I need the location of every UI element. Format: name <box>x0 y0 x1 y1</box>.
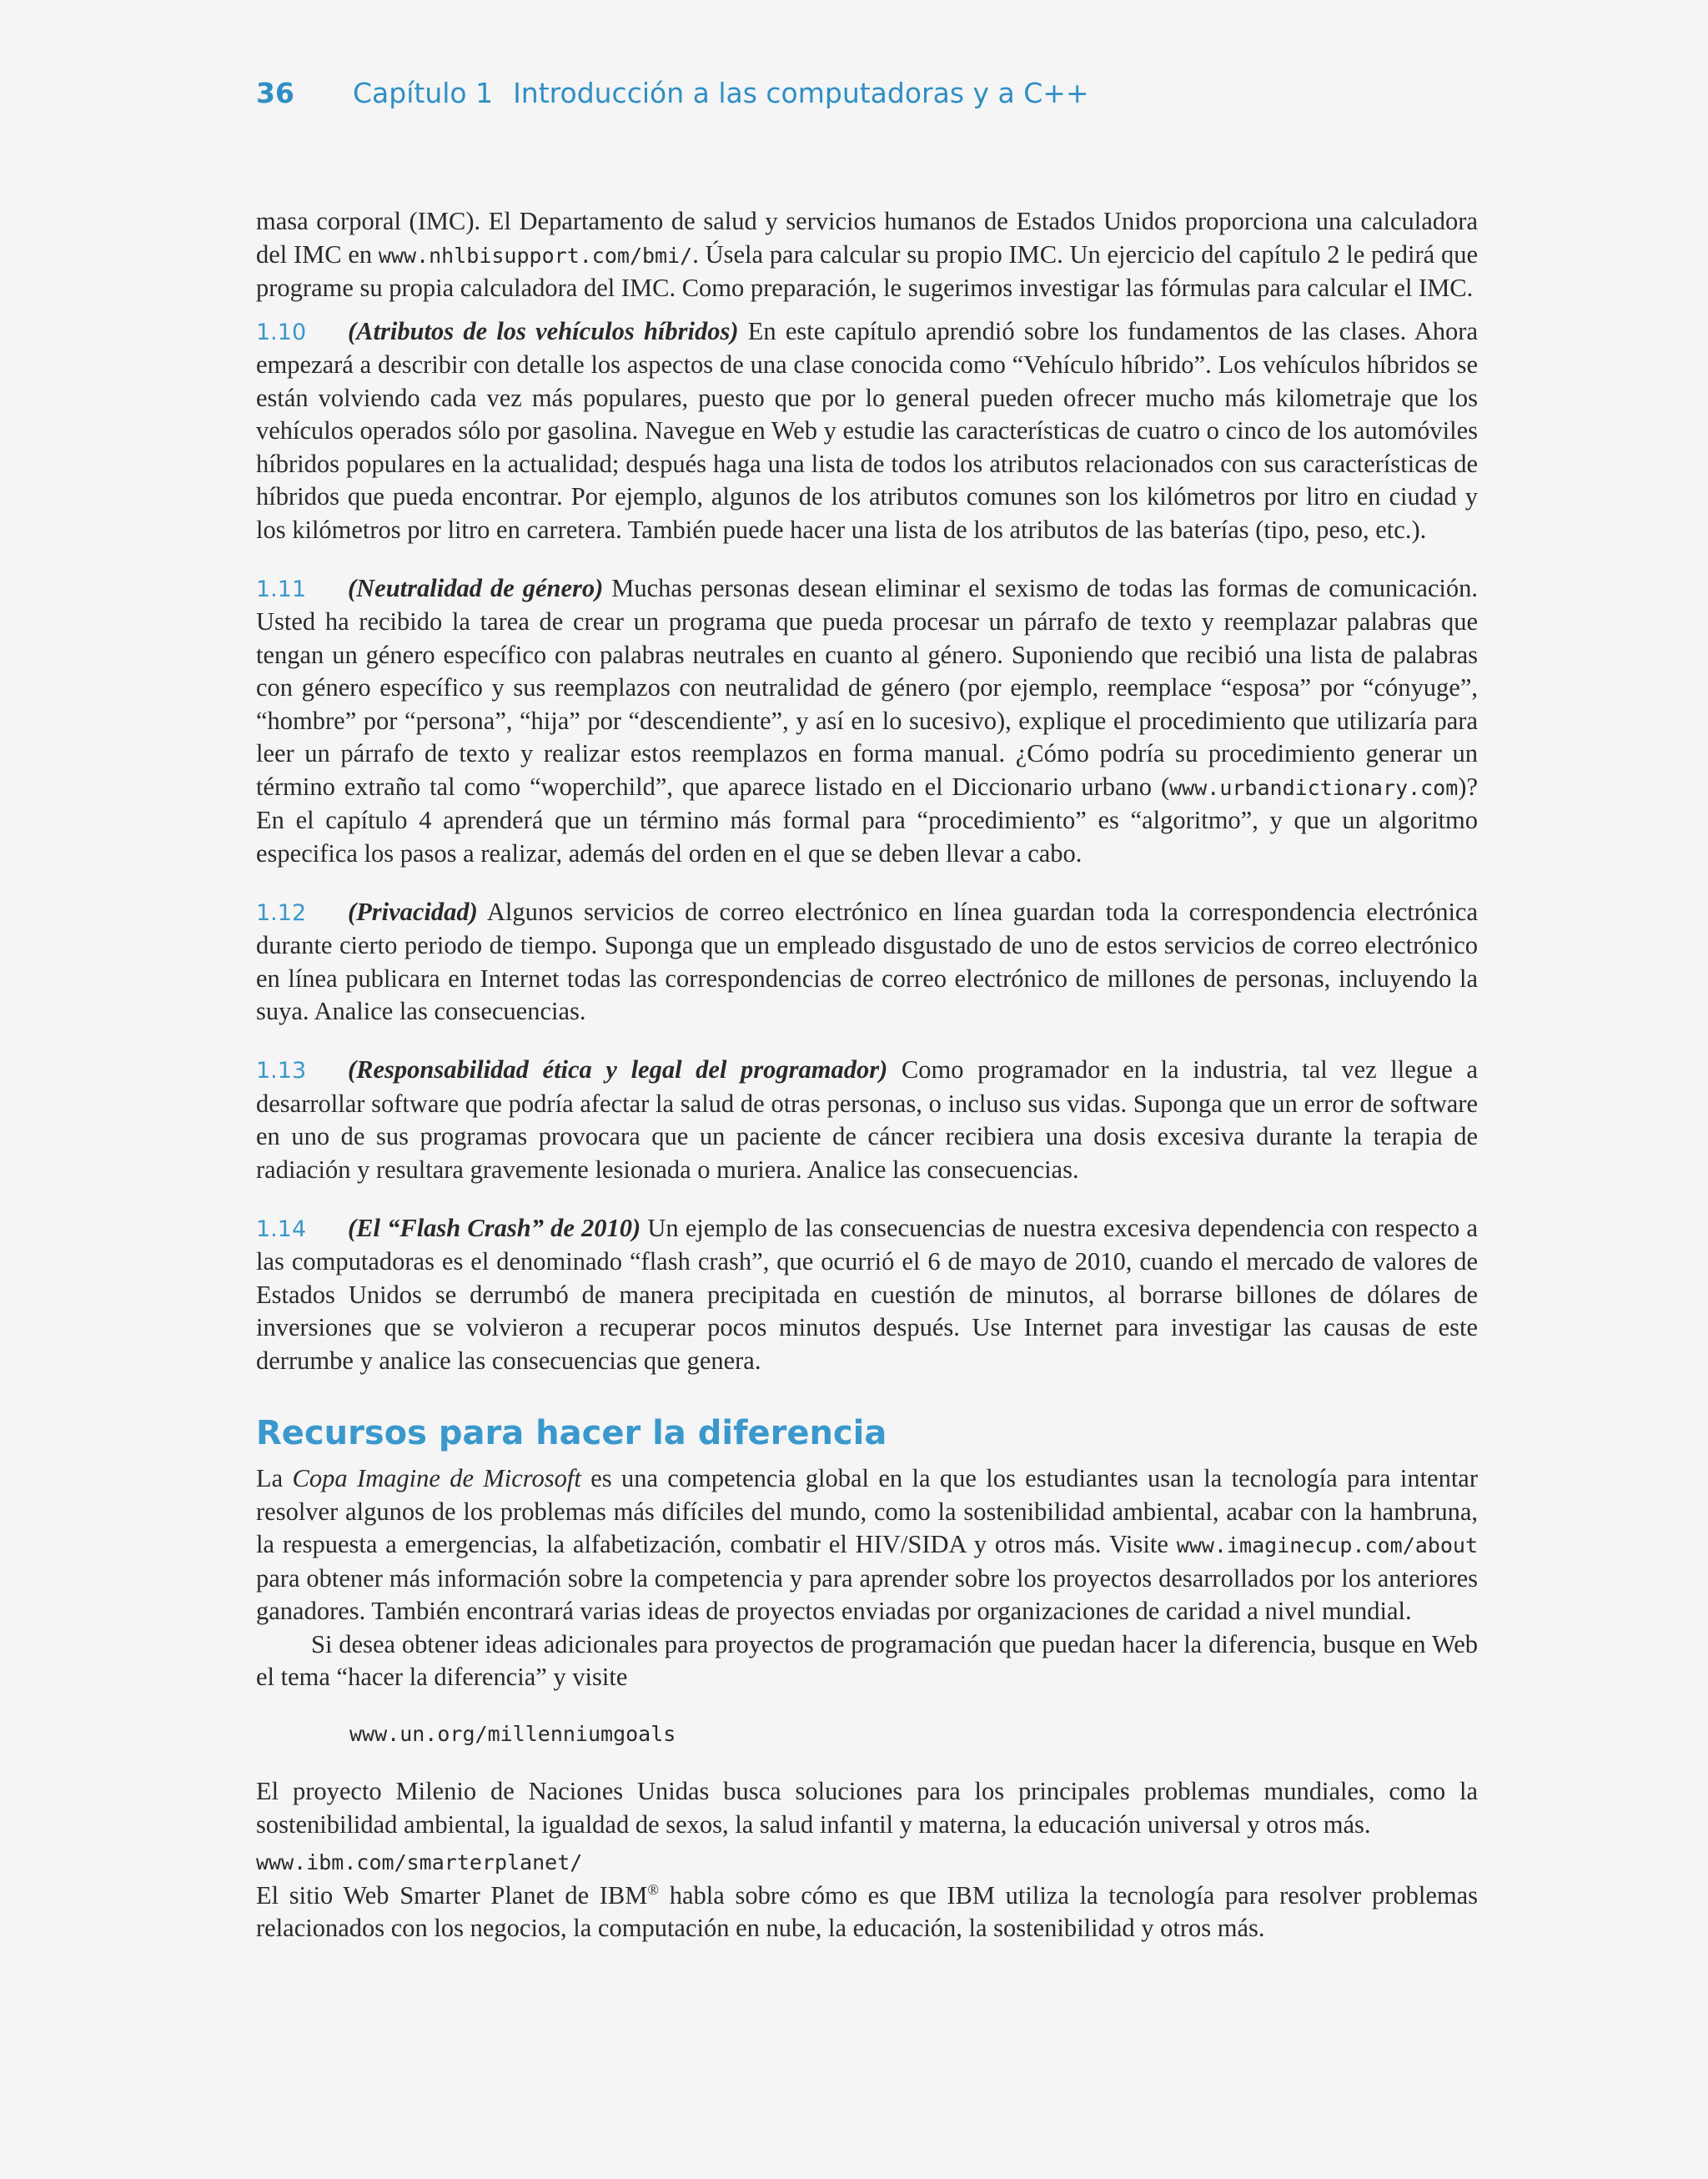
p1-text-a: La <box>256 1464 293 1492</box>
registered-mark: ® <box>647 1880 660 1898</box>
running-header <box>256 77 1089 109</box>
un-url: www.un.org/millenniumgoals <box>349 1721 676 1746</box>
exercise-1-14 <box>256 1212 1478 1378</box>
section-paragraph-1 <box>256 1462 1478 1628</box>
page-body <box>256 205 1478 1945</box>
section-paragraph-2: Si desea obtener ideas adicionales para proyectos de programación que puedan hacer la diferencia, busque en Web el tema “hacer la diferencia” y visite <box>256 1629 1478 1691</box>
exercise-text-b: )? En el capítulo 4 aprenderá que un término más formal para “procedimiento” es “algoritmo”, y que un algoritmo especifica los pasos a realizar, además del orden en el que se deben llevar a cabo. <box>256 772 1478 868</box>
exercise-1-11 <box>256 572 1478 871</box>
urbandictionary-url: www.urbandictionary.com <box>1169 775 1459 800</box>
exercise-title: (Atributos de los vehículos híbridos) <box>348 316 739 345</box>
section-paragraph-4 <box>256 1880 1478 1945</box>
exercise-title: (Responsabilidad ética y legal del programador) <box>348 1055 888 1084</box>
p1-emphasis: Copa Imagine de Microsoft <box>292 1464 581 1492</box>
exercise-title: (El “Flash Crash” de 2010) <box>348 1213 641 1242</box>
exercise-number: 1.14 <box>256 1215 307 1242</box>
intro-text-a: masa corporal (IMC). El Departamento de salud y servicios humanos de Estados Unidos proporciona una calculadora del IMC en <box>256 207 1478 269</box>
exercise-title: (Neutralidad de género) <box>348 573 604 602</box>
section-heading: Recursos para hacer la diferencia <box>256 1414 887 1452</box>
bmi-url: www.nhlbisupport.com/bmi/ <box>378 243 693 268</box>
chapter-title: Introducción a las computadoras y a C++ <box>513 77 1089 109</box>
ibm-url: www.ibm.com/smarterplanet/ <box>256 1850 583 1875</box>
exercise-1-12 <box>256 896 1478 1029</box>
p1-text-b: es una competencia global en la que los estudiantes usan la tecnología para intentar resolver algunos de los problemas más difíciles del mundo, como la sostenibilidad ambiental, acabar con la hambruna, la respuesta a emergencias, la alfabetización, combatir el HIV/SIDA y otros más. Visite <box>256 1464 1478 1558</box>
exercise-title: (Privacidad) <box>348 897 478 926</box>
section-paragraph-3: El proyecto Milenio de Naciones Unidas busca soluciones para los principales problemas mundiales, como la sostenibilidad ambiental, la igualdad de sexos, la salud infantil y materna, la educación universal y otros más. <box>256 1777 1478 1839</box>
page-number: 36 <box>256 77 294 109</box>
chapter-label: Capítulo 1 <box>353 77 494 109</box>
exercise-number: 1.11 <box>256 576 307 602</box>
p4-text-b: habla sobre cómo es que IBM utiliza la tecnología para resolver problemas relacionados con los negocios, la computación en nube, la educación, la sostenibilidad y otros más. <box>256 1880 1479 1942</box>
exercise-text: Como programador en la industria, tal vez llegue a desarrollar software que podría afectar la salud de otras personas, o incluso sus vidas. Suponga que un error de software en uno de sus programas provocara que un paciente de cáncer recibiera una dosis excesiva durante la terapia de radiación y resultara gravemente lesionada o muriera. Analice las consecuencias. <box>256 1055 1478 1184</box>
exercise-text: En este capítulo aprendió sobre los fundamentos de las clases. Ahora empezará a describir con detalle los aspectos de una clase conocida como “Vehículo híbrido”. Los vehículos híbridos se están volviendo cada vez más populares, puesto que por lo general pueden ofrecer mucho más kilometraje que los vehículos operados sólo por gasolina. Navegue en Web y estudie las características de cuatro o cinco de los automóviles híbridos populares en la actualidad; después haga una lista de todos los atributos relacionados con sus características de híbridos que pueda encontrar. Por ejemplo, algunos de los atributos comunes son los kilómetros por litro en ciudad y los kilómetros por litro en carretera. También puede hacer una lista de los atributos de las baterías (tipo, peso, etc.). <box>256 316 1478 544</box>
exercise-text: Un ejemplo de las consecuencias de nuestra excesiva dependencia con respecto a las computadoras es el denominado “flash crash”, que ocurrió el 6 de mayo de 2010, cuando el mercado de valores de Estados Unidos se derrumbó de manera precipitada en cuestión de minutos, al borrarse billones de dólares de inversiones que se volvieron a recuperar pocos minutos después. Use Internet para investigar las causas de este derrumbe y analice las consecuencias que genera. <box>256 1213 1478 1375</box>
exercise-1-13 <box>256 1054 1478 1186</box>
p4-text-a: El sitio Web Smarter Planet de IBM <box>256 1880 648 1910</box>
exercise-number: 1.10 <box>256 319 307 345</box>
p1-text-c: para obtener más información sobre la competencia y para aprender sobre los proyectos desarrollados por los anteriores ganadores. También encontrará varias ideas de proyectos enviadas por organizaciones de caridad a nivel mundial. <box>256 1563 1478 1625</box>
imaginecup-url: www.imaginecup.com/about <box>1176 1533 1478 1558</box>
intro-paragraph <box>256 205 1478 305</box>
exercise-text-a: Muchas personas desean eliminar el sexismo de todas las formas de comunicación. Usted ha recibido la tarea de crear un programa que pueda procesar un párrafo de texto y reemplazar palabras que tengan un género específico con palabras neutrales en cuanto al género. Suponiendo que recibió una lista de palabras con género específico y sus reemplazos con neutralidad de género (por ejemplo, reemplace “esposa” por “cónyuge”, “hombre” por “persona”, “hija” por “descendiente”, y así en lo sucesivo), explique el procedimiento que utilizaría para leer un párrafo de texto y realizar estos reemplazos en forma manual. ¿Cómo podría su procedimiento generar un término extraño tal como “woperchild”, que aparece listado en el Diccionario urbano ( <box>256 573 1478 801</box>
intro-text-b: . Úsela para calcular su propio IMC. Un ejercicio del capítulo 2 le pedirá que programe su propia calculadora del IMC. Como preparación, le sugerimos investigar las fórmulas para calcular el IMC. <box>256 239 1478 302</box>
exercise-number: 1.13 <box>256 1058 307 1084</box>
exercise-number: 1.12 <box>256 899 307 926</box>
exercise-text: Algunos servicios de correo electrónico en línea guardan toda la correspondencia electrónica durante cierto periodo de tiempo. Suponga que un empleado disgustado de uno de estos servicios de correo electrónico en línea publicara en Internet todas las correspondencias de correo electrónico de millones de personas, incluyendo la suya. Analice las consecuencias. <box>256 897 1478 1025</box>
exercise-1-10 <box>256 315 1478 547</box>
